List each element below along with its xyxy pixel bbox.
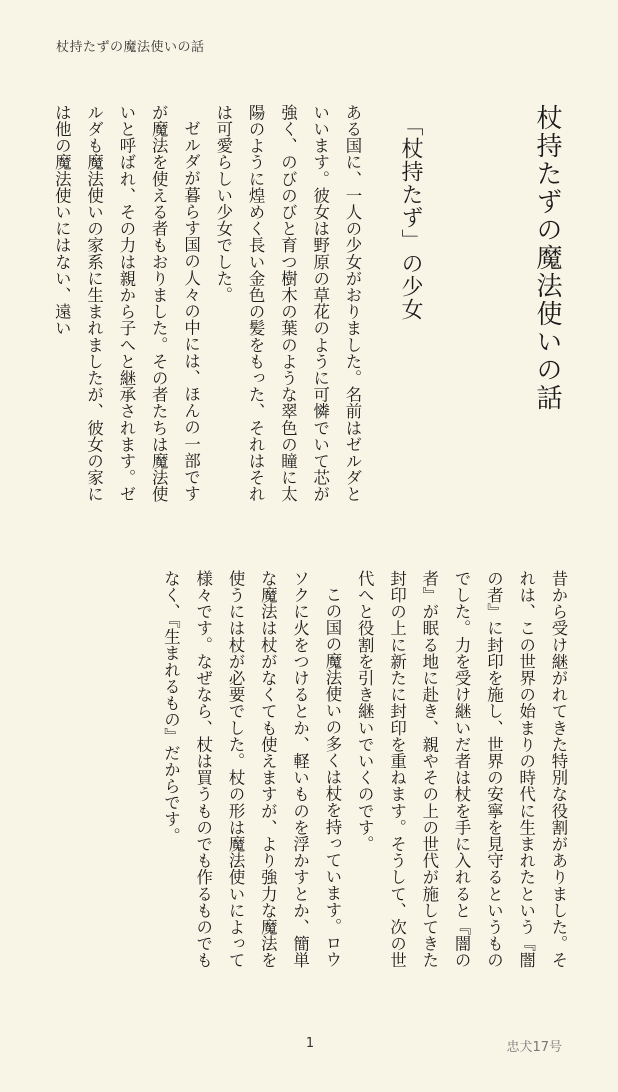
chapter-title: 「杖持たず」の少女 bbox=[398, 114, 423, 321]
body-text-lower bbox=[46, 570, 574, 980]
author-name: 忠犬17号 bbox=[506, 1040, 562, 1055]
running-header-title: 杖持たずの魔法使いの話 bbox=[56, 40, 205, 55]
paragraph-4: この国の魔法使いの多くは杖を持っています。ロウソクに火をつけるとか、軽いものを浮かすとか、簡単な魔法は杖がなくても使えますが、より強力な魔法を使うには杖が必要でした。杖の形は魔法使いによって様々です。なぜなら、杖は買うものでも作るものでもなく、『生まれるもの』だからです。 bbox=[161, 570, 342, 969]
book-title: 杖持たずの魔法使いの話 bbox=[532, 104, 562, 412]
page-number: 1 bbox=[305, 1036, 315, 1051]
body-text-upper bbox=[46, 104, 368, 514]
paragraph-3: 昔から受け継がれてきた特別な役割がありました。それは、この世界の始まりの時代に生まれたという『闇の者』に封印を施し、世界の安寧を見守るというものでした。力を受け継いだ者は杖を手に入れると『闇の者』が眠る地に赴き、親やその上の世代が施してきた封印の上に新たに封印を重ねます。そうして、次の世代へと役割を引き継いでいくのです。 bbox=[355, 570, 568, 969]
paragraph-2: ゼルダが暮らす国の人々の中には、ほんの一部ですが魔法を使える者もおりました。その者たちは魔法使いと呼ばれ、その力は親から子へと継承されます。ゼルダも魔法使いの家系に生まれましたが、彼女の家には他の魔法使いにはない、遠い bbox=[52, 104, 201, 503]
paragraph-1: ある国に、一人の少女がおりました。名前はゼルダといいます。彼女は野原の草花のように可憐でいて芯が強く、のびのびと育つ樹木の葉のような翠色の瞳に太陽のように煌めく長い金色の髪をもった、それはそれは可愛らしい少女でした。 bbox=[213, 104, 362, 503]
